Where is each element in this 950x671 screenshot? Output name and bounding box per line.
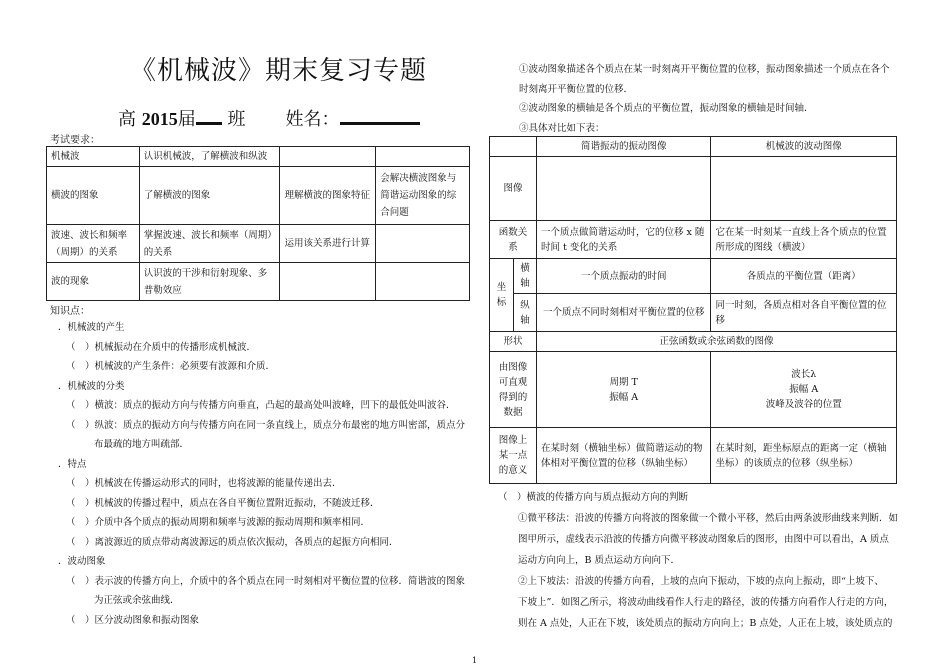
text-line: （ ）离波源近的质点带动离波源远的质点依次振动，各质点的起振方向相同． bbox=[66, 536, 399, 548]
page-title: 《机械波》期末复习专题 bbox=[130, 56, 428, 86]
text-line: （ ）区分波动图象和振动图象 bbox=[66, 614, 200, 626]
text-line: ．机械波的分类 bbox=[58, 380, 125, 392]
table-cell: 正弦函数或余弦函数的图像 bbox=[536, 332, 896, 352]
table-cell: 运用该关系进行计算 bbox=[280, 225, 376, 263]
table-cell: 一个质点做简谐运动时，它的位移 x 随时间 t 变化的关系 bbox=[536, 221, 711, 259]
text-line: 为正弦或余弦曲线． bbox=[94, 595, 180, 606]
table-cell bbox=[376, 147, 470, 167]
text-line: ．机械波的产生 bbox=[58, 322, 125, 333]
text-line: 运动方向向上，B 质点运动方向向下． bbox=[518, 555, 681, 566]
class-blank[interactable] bbox=[196, 111, 222, 125]
table-cell bbox=[280, 263, 376, 301]
text-line: （ ）机械波的传播过程中，质点在各自平衡位置附近振动，不随波迁移． bbox=[66, 497, 380, 509]
table-cell: 波的现象 bbox=[47, 263, 140, 301]
table-row bbox=[47, 167, 470, 225]
table-cell bbox=[280, 147, 376, 167]
knowledge-label: 知识点： bbox=[50, 306, 90, 317]
table-row bbox=[490, 259, 897, 294]
table-cell: 理解横波的图象特征 bbox=[280, 167, 376, 225]
row-label: 横轴 bbox=[513, 259, 536, 294]
table-cell: 一个质点不同时刻相对平衡位置的位移 bbox=[536, 294, 711, 332]
table-cell: 认识波的干涉和衍射现象、多普勒效应 bbox=[139, 263, 280, 301]
row-label: 函数关系 bbox=[490, 221, 537, 259]
table-row bbox=[490, 137, 897, 157]
header-wave: 机械波的波动图像 bbox=[711, 137, 897, 157]
wavelength-text: 波长λ bbox=[791, 369, 817, 380]
text-line: ②上下坡法：沿波的传播方向看，上坡的点向下振动，下坡的点向上振动，即“上坡下、 bbox=[518, 576, 884, 587]
text-line: ．特点 bbox=[58, 458, 87, 470]
table-cell: 认识机械波，了解横波和纵波 bbox=[139, 147, 280, 167]
name-label: 姓名： bbox=[285, 109, 340, 130]
table-cell: 同一时刻，各质点相对各自平衡位置的位移 bbox=[711, 294, 897, 332]
row-label: 形状 bbox=[490, 332, 537, 352]
requirements-table bbox=[46, 146, 470, 301]
table-row bbox=[47, 225, 470, 263]
table-row bbox=[490, 221, 897, 259]
table-row bbox=[490, 352, 897, 428]
table-cell bbox=[376, 263, 470, 301]
table-cell bbox=[536, 352, 711, 428]
knowledge-points bbox=[54, 318, 474, 630]
name-blank[interactable] bbox=[340, 111, 420, 125]
table-row bbox=[47, 263, 470, 301]
text-line: ①波动图象描述各个质点在某一时刻离开平衡位置的位移，振动图象描述一个质点在各个 bbox=[519, 64, 890, 75]
page-number: 1 bbox=[472, 656, 478, 665]
table-cell: 各质点的平衡位置（距离） bbox=[711, 259, 897, 294]
table-cell: 会解决横波图象与简谐运动图象的综合问题 bbox=[376, 167, 470, 225]
wave-graph-placeholder bbox=[711, 157, 897, 221]
table-row bbox=[490, 294, 897, 332]
text-line: （ ）横波的传播方向与质点振动方向的判断 bbox=[498, 492, 689, 503]
text-line: （ ）机械波的产生条件：必须要有波源和介质． bbox=[66, 361, 276, 372]
table-row bbox=[490, 157, 897, 221]
text-line: （ ）介质中各个质点的振动周期和频率与波源的振动周期和频率相同． bbox=[66, 517, 371, 528]
class-label: 班 bbox=[227, 109, 246, 130]
table-row bbox=[490, 332, 897, 352]
text-line: （ ）纵波：质点的振动方向与传播方向在同一条直线上，质点分布最密的地方叫密部，质点分 bbox=[66, 419, 466, 431]
amplitude-text: 振幅 A bbox=[789, 384, 819, 395]
student-info-line bbox=[118, 105, 420, 131]
table-cell: 在某时刻（横轴坐标）做简谐运动的物体相对平衡位置的位移（纵轴坐标） bbox=[536, 428, 711, 484]
table-cell: 波速、波长和频率（周期）的关系 bbox=[47, 225, 140, 263]
right-intro bbox=[519, 60, 904, 138]
row-label: 图像上某一点的意义 bbox=[490, 428, 537, 484]
row-label: 图像 bbox=[490, 157, 537, 221]
table-cell: 在某时刻，距坐标原点的距离一定（横轴坐标）的该质点的位移（纵坐标） bbox=[711, 428, 897, 484]
requirements-label: 考试要求： bbox=[50, 135, 100, 146]
table-cell bbox=[376, 225, 470, 263]
table-row bbox=[47, 147, 470, 167]
table-row bbox=[490, 428, 897, 484]
text-line: 布最疏的地方叫疏部． bbox=[94, 439, 190, 450]
header-vibration: 简谐振动的振动图像 bbox=[536, 137, 711, 157]
text-line: ③具体对比如下表： bbox=[519, 122, 605, 134]
text-line: （ ）表示波的传播方向上，介质中的各个质点在同一时刻相对平衡位置的位移．简谐波的图象 bbox=[66, 575, 466, 587]
table-cell bbox=[711, 352, 897, 428]
graduation-year: 2015 bbox=[141, 109, 178, 129]
row-label: 由图像可直观得到的数据 bbox=[490, 352, 537, 428]
row-label: 坐标 bbox=[490, 259, 514, 332]
table-cell bbox=[490, 137, 537, 157]
peak-trough-text: 波峰及波谷的位置 bbox=[765, 399, 842, 410]
text-line: （ ）机械波在传播运动形式的同时，也将波源的能量传递出去． bbox=[66, 478, 342, 489]
table-cell: 一个质点振动的时间 bbox=[536, 259, 711, 294]
comparison-table bbox=[489, 136, 897, 484]
amplitude-text: 振幅 A bbox=[609, 391, 639, 403]
direction-judgment bbox=[498, 487, 903, 634]
text-line: ②波动图象的横轴是各个质点的平衡位置，振动图象的横轴是时间轴． bbox=[519, 103, 814, 114]
table-cell: 横波的图象 bbox=[47, 167, 140, 225]
text-line: 下坡上”．如图乙所示，将波动曲线看作人行走的路径，波的传播方向看作人行走的方向， bbox=[518, 597, 894, 608]
vibration-graph-placeholder bbox=[536, 157, 711, 221]
table-cell: 了解横波的图象 bbox=[139, 167, 280, 225]
text-line: （ ）横波：质点的振动方向与传播方向垂直，凸起的最高处叫波峰，凹下的最低处叫波谷． bbox=[66, 400, 456, 411]
table-cell: 掌握波速、波长和频率（周期）的关系 bbox=[139, 225, 280, 263]
row-label: 纵轴 bbox=[513, 294, 536, 332]
period-text: 周期 T bbox=[609, 376, 638, 388]
text-line: 时刻离开平衡位置的位移． bbox=[519, 83, 634, 95]
table-cell: 机械波 bbox=[47, 147, 140, 167]
text-line: 则在 A 点处，人正在下坡，该处质点的振动方向向上；B 点处，人正在上坡，该处质点的 bbox=[518, 618, 893, 629]
grade-prefix: 高 bbox=[118, 109, 136, 130]
text-line: ．波动图象 bbox=[58, 556, 106, 567]
text-line: 图甲所示，虚线表示沿波的传播方向微平移波动图象后的图形，由图中可以看出，A 质点 bbox=[518, 534, 889, 545]
text-line: ①微平移法：沿波的传播方向将波的图象做一个微小平移，然后由两条波形曲线来判断．如 bbox=[518, 513, 899, 524]
grade-suffix: 届 bbox=[177, 109, 196, 130]
table-cell: 它在某一时刻某一直线上各个质点的位置所形成的图线（横波） bbox=[711, 221, 897, 259]
text-line: （ ）机械振动在介质中的传播形成机械波． bbox=[66, 341, 257, 353]
